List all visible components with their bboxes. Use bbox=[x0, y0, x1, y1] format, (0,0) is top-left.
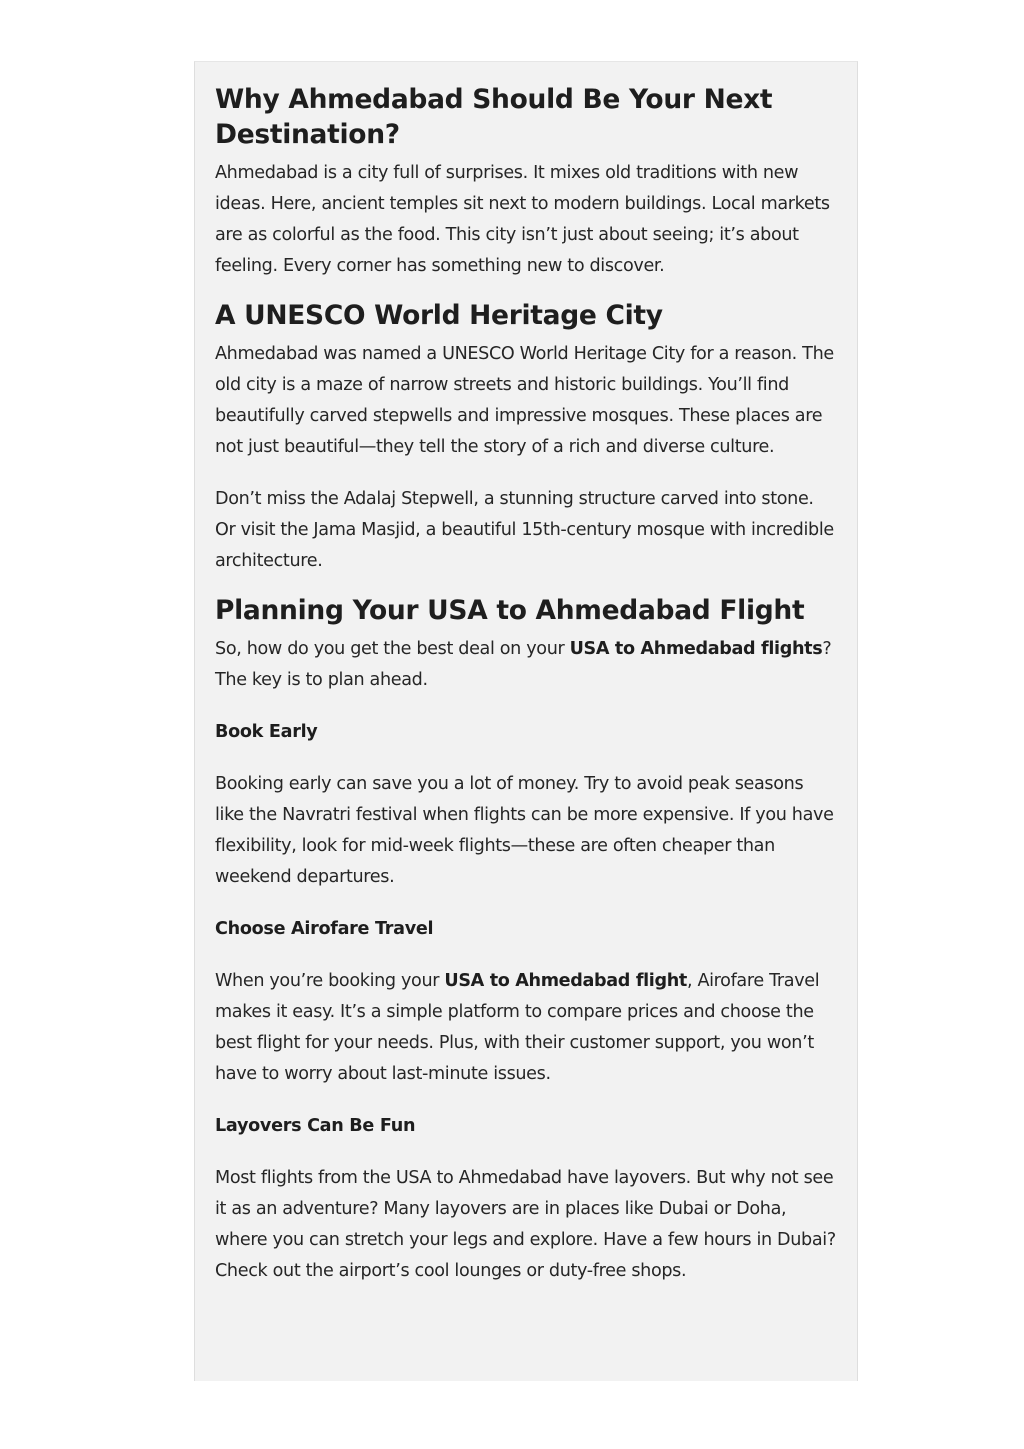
paragraph-unesco-2: Don’t miss the Adalaj Stepwell, a stunning structure carved into stone. Or visit the Jama Masjid, a beautiful 15th-century mosque with incredible architecture. bbox=[215, 489, 834, 571]
heading-why-ahmedabad: Why Ahmedabad Should Be Your Next Destination? bbox=[215, 84, 773, 150]
heading-unesco: A UNESCO World Heritage City bbox=[215, 300, 663, 331]
paragraph-layovers: Most flights from the USA to Ahmedabad have layovers. But why not see it as an adventure? Many layovers are in places like Dubai or Doha, where you can stretch your legs and explore. Have a few hours in Dubai? Check out the airport’s cool lounges or duty-free shops. bbox=[215, 1168, 836, 1281]
airofare-keyword: USA to Ahmedabad flight bbox=[444, 971, 687, 991]
airofare-text-after: , Airofare Travel makes it easy. It’s a simple platform to compare prices and choose the best flight for your needs. Plus, with their customer support, you won’t have to worry about last-minute issues. bbox=[215, 971, 820, 1084]
paragraph-unesco-1: Ahmedabad was named a UNESCO World Heritage City for a reason. The old city is a maze of narrow streets and historic buildings. You’ll find beautifully carved stepwells and impressive mosques. These places are not just beautiful—they tell the story of a rich and diverse culture. bbox=[215, 344, 834, 457]
intro-keyword: USA to Ahmedabad flights bbox=[569, 639, 823, 659]
paragraph-book-early: Booking early can save you a lot of money. Try to avoid peak seasons like the Navratri festival when flights can be more expensive. If you have flexibility, look for mid-week flights—these are often cheaper than weekend departures. bbox=[215, 774, 834, 887]
intro-text-after: ? The key is to plan ahead. bbox=[215, 639, 832, 690]
subheading-layovers: Layovers Can Be Fun bbox=[215, 1116, 416, 1136]
heading-planning: Planning Your USA to Ahmedabad Flight bbox=[215, 595, 805, 626]
article-page bbox=[194, 61, 858, 1381]
paragraph-airofare bbox=[215, 966, 837, 1090]
paragraph-why-ahmedabad: Ahmedabad is a city full of surprises. It mixes old traditions with new ideas. Here, ancient temples sit next to modern buildings. Local markets are as colorful as the food. This city isn’t just about seeing; it’s about feeling. Every corner has something new to discover. bbox=[215, 163, 830, 276]
paragraph-planning-intro bbox=[215, 634, 837, 696]
intro-text-before: So, how do you get the best deal on your bbox=[215, 639, 570, 659]
airofare-text-before: When you’re booking your bbox=[215, 971, 445, 991]
subheading-book-early: Book Early bbox=[215, 722, 318, 742]
subheading-airofare: Choose Airofare Travel bbox=[215, 919, 434, 939]
